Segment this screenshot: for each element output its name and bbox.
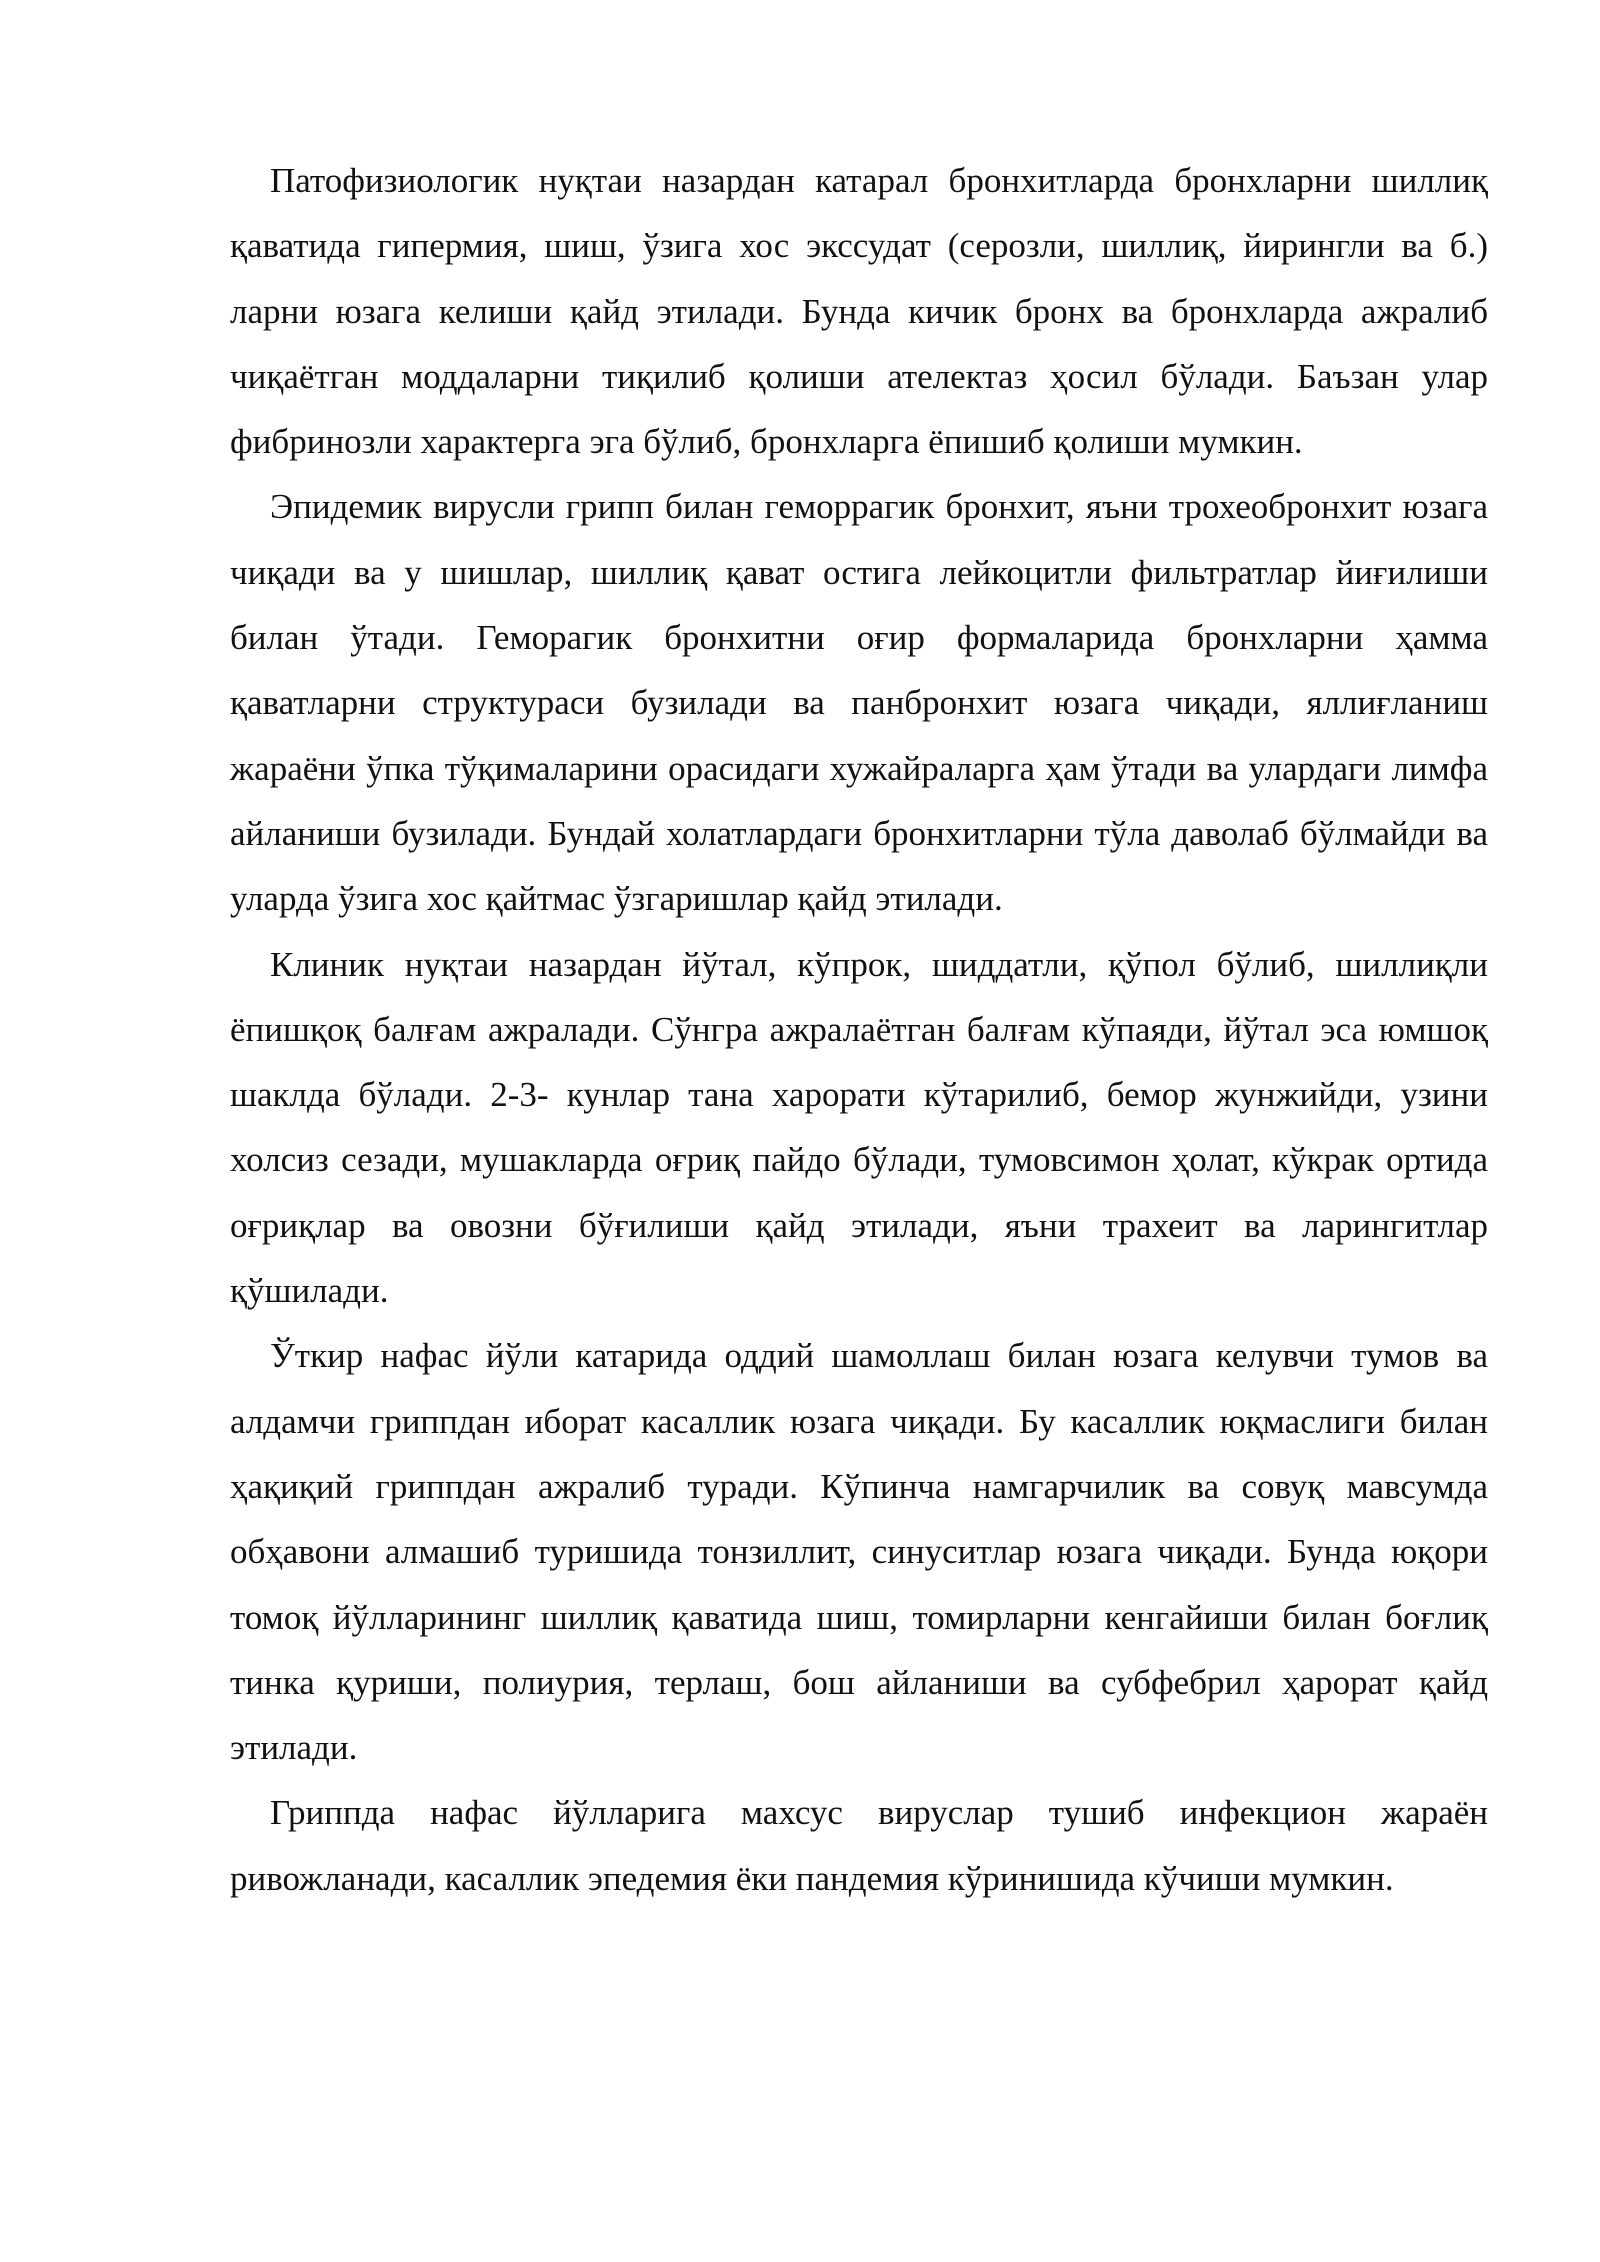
paragraph-clinical-signs: Клиник нуқтаи назардан йўтал, кўпрок, шиддатли, қўпол бўлиб, шиллиқли ёпишқоқ балғам ажралади. Сўнгра ажралаётган балғам кўпаяди, йўтал эса юмшоқ шаклда бўлади. 2-3- кунлар тана харорати кўтарилиб, бемор жунжийди, узини холсиз сезади, мушакларда оғриқ пайдо бўлади, тумовсимон ҳолат, кўкрак ортида оғриқлар ва овозни бўғилиши қайд этилади, яъни трахеит ва ларингитлар қўшилади. — [230, 944, 1488, 1311]
document-body — [230, 148, 1488, 1911]
paragraph-acute-respiratory-catarrh: Ўткир нафас йўли катарида оддий шамоллаш билан юзага келувчи тумов ва алдамчи гриппдан иборат касаллик юзага чиқади. Бу касаллик юқмаслиги билан ҳақиқий гриппдан ажралиб туради. Кўпинча намгарчилик ва совуқ мавсумда обҳавони алмашиб туришида тонзиллит, синуситлар юзага чиқади. Бунда юқори томоқ йўлларининг шиллиқ қаватида шиш, томирларни кенгайиши билан боғлиқ тинка қуриши, полиурия, терлаш, бош айланиши ва субфебрил ҳарорат қайд этилади. — [230, 1336, 1488, 1768]
paragraph-influenza-spread: Гриппда нафас йўлларига махсус вируслар тушиб инфекцион жараён ривожланади, касаллик эпедемия ёки пандемия кўринишида кўчиши мумкин. — [230, 1793, 1488, 1898]
paragraph-pathophysiology: Патофизиологик нуқтаи назардан катарал бронхитларда бронхларни шиллиқ қаватида гипермия, шиш, ўзига хос экссудат (серозли, шиллиқ, йирингли ва б.) ларни юзага келиши қайд этилади. Бунда кичик бронх ва бронхларда ажралиб чиқаётган моддаларни тиқилиб қолиши ателектаз ҳосил бўлади. Баъзан улар фибринозли характерга эга бўлиб, бронхларга ёпишиб қолиши мумкин. — [230, 161, 1488, 462]
paragraph-epidemic-influenza: Эпидемик вирусли грипп билан геморрагик бронхит, яъни трохеобронхит юзага чиқади ва у шишлар, шиллиқ қават остига лейкоцитли фильтратлар йиғилиши билан ўтади. Геморагик бронхитни оғир формаларида бронхларни ҳамма қаватларни структураси бузилади ва панбронхит юзага чиқади, яллиғланиш жараёни ўпка тўқималарини орасидаги хужайраларга ҳам ўтади ва улардаги лимфа айланиши бузилади. Бундай холатлардаги бронхитларни тўла даволаб бўлмайди ва уларда ўзига хос қайтмас ўзгаришлар қайд этилади. — [230, 487, 1488, 919]
